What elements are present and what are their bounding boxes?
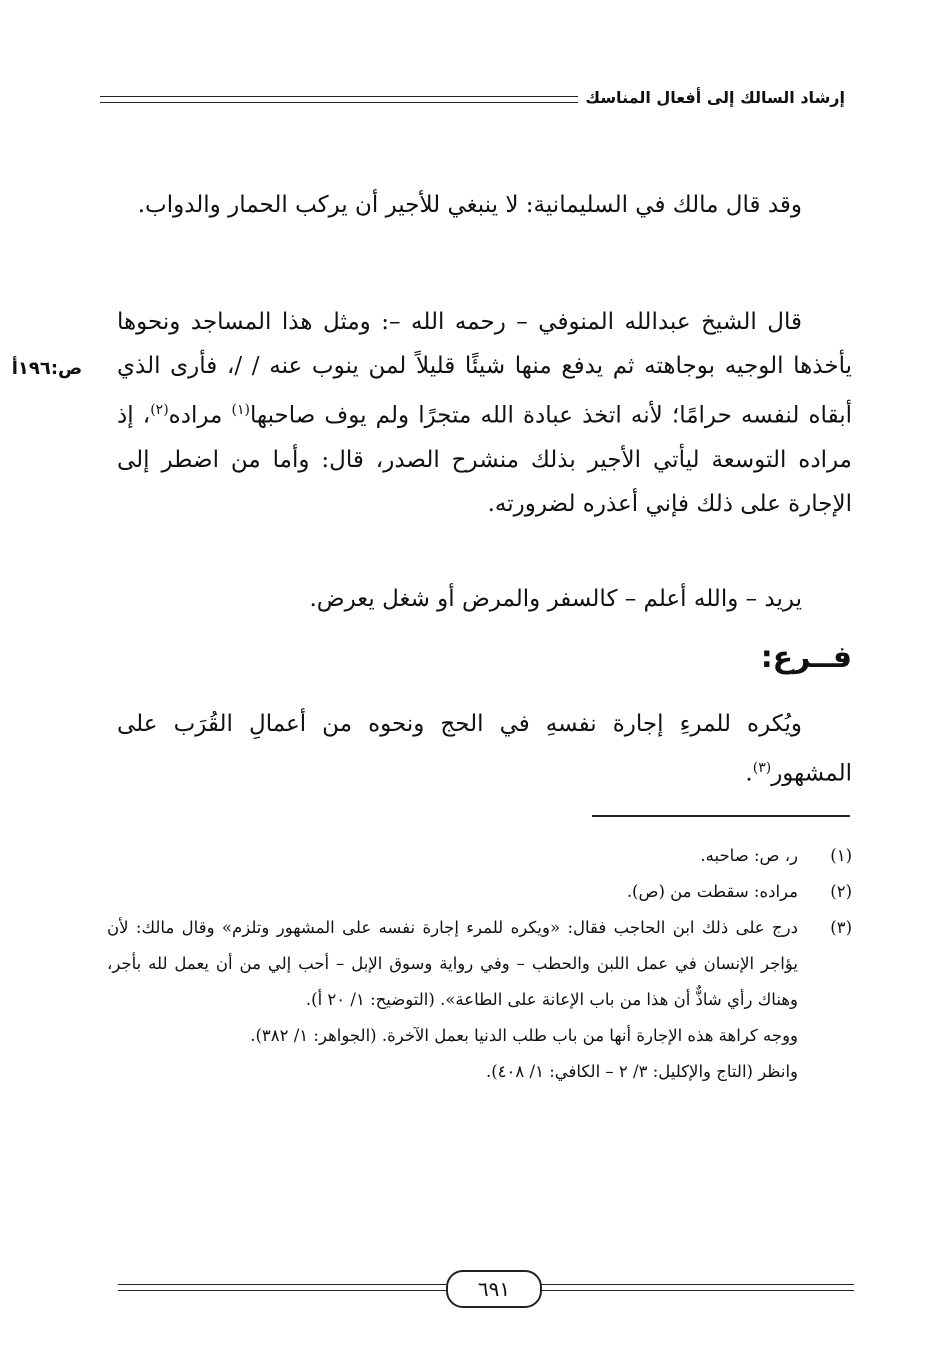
footnote-text: درج على ذلك ابن الحاجب فقال: «ويكره للمرء إجارة نفسه على المشهور وتلزم» وقال مالك: لأن يؤاجر الإنسان في عمل اللبن والحطب – وفي رواية وسوق الإبل – أحب إلي من أن يعمل لله بأجر، وهناك رأي شاذٌّ أن هذا من باب الإعانة على الطاعة». (التوضيح: ١/ ٢٠ أ). (107, 918, 798, 1009)
footnote-2 (107, 874, 852, 910)
paragraph-2-part-a: قال الشيخ عبدالله المنوفي – رحمه الله –: ومثل هذا المساجد ونحوها يأخذها الوجيه بوجاهته ثم يدفع منها شيئًا قليلاً لمن ينوب عنه / /، فأرى الذي أبقاه لنفسه حرامًا؛ لأنه اتخذ عبادة الله متجرًا ولم يوف صاحبها (117, 309, 852, 429)
footnote-ref-2: (٢) (150, 402, 169, 418)
footnote-separator (592, 815, 850, 817)
paragraph-2-part-b: مراده (168, 402, 232, 429)
header-rule-bottom (100, 102, 578, 103)
footnote-number: (١) (830, 846, 852, 865)
footnote-3 (107, 910, 852, 1018)
footnote-text: مراده: سقطت من (ص). (626, 882, 798, 901)
footer-rule (538, 1284, 854, 1285)
section-heading: فــرع: (760, 640, 852, 675)
running-header (100, 84, 845, 120)
footer-rule (538, 1290, 854, 1291)
margin-manuscript-note: ص:١٩٦أ (11, 358, 83, 379)
header-title: إرشاد السالك إلى أفعال المناسك (585, 88, 845, 107)
paragraph-4 (117, 702, 852, 796)
footnote-number: (٢) (830, 882, 852, 901)
footer-rule (118, 1290, 446, 1291)
footer-rule (118, 1284, 446, 1285)
paragraph-1-text: وقد قال مالك في السليمانية: لا ينبغي للأجير أن يركب الحمار والدواب. (137, 192, 802, 218)
page-number: ٦٩١ (446, 1270, 542, 1308)
footnote-ref-1: (١) (231, 402, 250, 418)
footnote-1 (107, 838, 852, 874)
footnote-number: (٣) (830, 918, 852, 937)
paragraph-4-part-a: ويُكره للمرءِ إجارة نفسهِ في الحج ونحوه من أعمالِ القُرَب على المشهور (117, 711, 852, 787)
paragraph-2-part-c: ، إذ مراده التوسعة ليأتي الأجير بذلك منشرح الصدر، قال: وأما من اضطر إلى الإجارة على ذلك فإني أعذره لضرورته. (117, 402, 852, 517)
footnotes (107, 838, 852, 1090)
header-rule-top (100, 96, 578, 97)
footnote-continuation-1: ووجه كراهة هذه الإجارة أنها من باب طلب الدنيا بعمل الآخرة. (الجواهر: ١/ ٣٨٢). (250, 1026, 798, 1045)
paragraph-2 (117, 300, 852, 526)
paragraph-2-text (117, 300, 852, 526)
paragraph-1 (117, 183, 852, 227)
footnote-continuation-2: وانظر (التاج والإكليل: ٣/ ٢ – الكافي: ١/ ٤٠٨). (485, 1062, 798, 1081)
footnote-ref-3: (٣) (752, 760, 772, 776)
paragraph-4-part-b: . (745, 760, 753, 787)
paragraph-3 (117, 577, 852, 621)
paragraph-3-text: يريد – والله أعلم – كالسفر والمرض أو شغل يعرض. (309, 586, 802, 612)
paragraph-4-text (117, 702, 852, 796)
footnote-text: ر، ص: صاحبه. (700, 846, 798, 865)
